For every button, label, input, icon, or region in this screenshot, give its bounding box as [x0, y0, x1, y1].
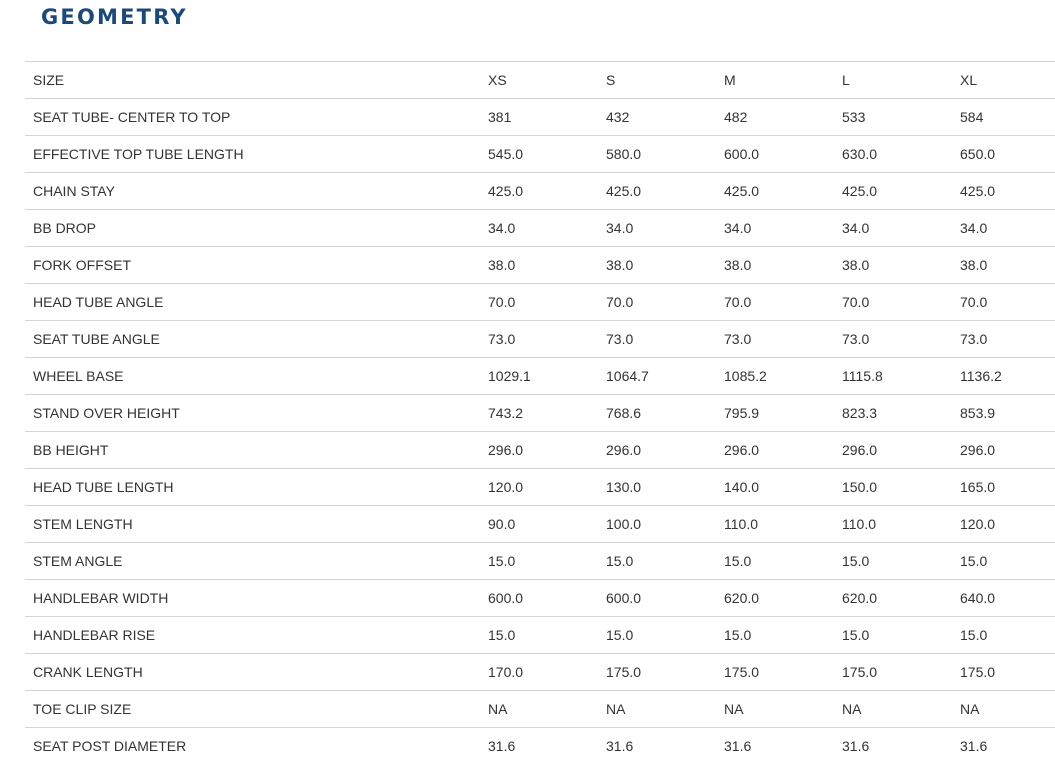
table-cell: 38.0	[834, 247, 952, 284]
table-cell: NA	[952, 691, 1055, 728]
table-cell: 15.0	[480, 617, 598, 654]
table-cell: 650.0	[952, 136, 1055, 173]
row-label: HANDLEBAR RISE	[25, 617, 480, 654]
table-row	[25, 543, 1055, 580]
table-cell: 15.0	[598, 543, 716, 580]
table-cell: 34.0	[834, 210, 952, 247]
geometry-table	[25, 61, 1055, 764]
row-label: TOE CLIP SIZE	[25, 691, 480, 728]
table-row	[25, 284, 1055, 321]
table-cell: NA	[480, 691, 598, 728]
table-cell: 600.0	[716, 136, 834, 173]
table-cell: 1064.7	[598, 358, 716, 395]
table-cell: 165.0	[952, 469, 1055, 506]
table-cell: 90.0	[480, 506, 598, 543]
table-cell: 38.0	[952, 247, 1055, 284]
table-cell: 15.0	[716, 617, 834, 654]
table-cell: 73.0	[598, 321, 716, 358]
table-cell: 381	[480, 99, 598, 136]
table-row	[25, 99, 1055, 136]
table-cell: 600.0	[598, 580, 716, 617]
table-row	[25, 210, 1055, 247]
table-cell: 140.0	[716, 469, 834, 506]
row-label: CHAIN STAY	[25, 173, 480, 210]
table-cell: 1136.2	[952, 358, 1055, 395]
table-cell: 425.0	[480, 173, 598, 210]
table-cell: 34.0	[480, 210, 598, 247]
table-cell: 38.0	[480, 247, 598, 284]
row-label: HEAD TUBE LENGTH	[25, 469, 480, 506]
table-cell: 38.0	[598, 247, 716, 284]
table-cell: 533	[834, 99, 952, 136]
table-cell: 425.0	[834, 173, 952, 210]
table-cell: 70.0	[480, 284, 598, 321]
row-label: STAND OVER HEIGHT	[25, 395, 480, 432]
table-cell: 34.0	[952, 210, 1055, 247]
table-cell: 425.0	[716, 173, 834, 210]
row-label: BB DROP	[25, 210, 480, 247]
table-cell: 70.0	[716, 284, 834, 321]
table-cell: 15.0	[480, 543, 598, 580]
row-label: SEAT TUBE ANGLE	[25, 321, 480, 358]
row-label: STEM LENGTH	[25, 506, 480, 543]
table-cell: 73.0	[716, 321, 834, 358]
table-cell: 120.0	[952, 506, 1055, 543]
row-label: SEAT POST DIAMETER	[25, 728, 480, 765]
table-cell: 38.0	[716, 247, 834, 284]
table-cell: 15.0	[952, 617, 1055, 654]
table-cell: 73.0	[834, 321, 952, 358]
table-cell: 31.6	[480, 728, 598, 765]
table-row	[25, 506, 1055, 543]
row-label: BB HEIGHT	[25, 432, 480, 469]
table-cell: 175.0	[952, 654, 1055, 691]
row-label: CRANK LENGTH	[25, 654, 480, 691]
table-cell: 15.0	[834, 543, 952, 580]
table-cell: 100.0	[598, 506, 716, 543]
table-row	[25, 247, 1055, 284]
column-header-xs: XS	[480, 62, 598, 99]
table-cell: 31.6	[716, 728, 834, 765]
table-cell: 70.0	[598, 284, 716, 321]
table-row	[25, 136, 1055, 173]
table-cell: 170.0	[480, 654, 598, 691]
table-cell: 15.0	[716, 543, 834, 580]
table-cell: 34.0	[598, 210, 716, 247]
table-cell: 823.3	[834, 395, 952, 432]
table-cell: 795.9	[716, 395, 834, 432]
table-cell: 110.0	[716, 506, 834, 543]
column-header-xl: XL	[952, 62, 1055, 99]
table-cell: 296.0	[598, 432, 716, 469]
table-cell: 31.6	[952, 728, 1055, 765]
column-header-m: M	[716, 62, 834, 99]
table-cell: 31.6	[598, 728, 716, 765]
table-cell: 296.0	[952, 432, 1055, 469]
table-cell: 34.0	[716, 210, 834, 247]
table-cell: 743.2	[480, 395, 598, 432]
table-cell: 120.0	[480, 469, 598, 506]
table-cell: 425.0	[598, 173, 716, 210]
table-cell: 580.0	[598, 136, 716, 173]
row-label: SEAT TUBE- CENTER TO TOP	[25, 99, 480, 136]
row-label: STEM ANGLE	[25, 543, 480, 580]
table-cell: 296.0	[716, 432, 834, 469]
table-cell: 296.0	[834, 432, 952, 469]
table-cell: 150.0	[834, 469, 952, 506]
table-cell: 545.0	[480, 136, 598, 173]
table-cell: 630.0	[834, 136, 952, 173]
table-row	[25, 728, 1055, 765]
table-row	[25, 691, 1055, 728]
table-cell: 31.6	[834, 728, 952, 765]
table-row	[25, 395, 1055, 432]
table-cell: 853.9	[952, 395, 1055, 432]
table-header-row	[25, 62, 1055, 99]
table-cell: 70.0	[834, 284, 952, 321]
table-body	[25, 99, 1055, 765]
table-cell: 70.0	[952, 284, 1055, 321]
page-title: GEOMETRY	[41, 5, 188, 29]
table-cell: 620.0	[834, 580, 952, 617]
table-cell: 175.0	[834, 654, 952, 691]
table-cell: 432	[598, 99, 716, 136]
table-cell: NA	[716, 691, 834, 728]
table-cell: 130.0	[598, 469, 716, 506]
table-cell: 1029.1	[480, 358, 598, 395]
table-cell: 768.6	[598, 395, 716, 432]
table-row	[25, 321, 1055, 358]
table-cell: 482	[716, 99, 834, 136]
table-cell: 640.0	[952, 580, 1055, 617]
table-row	[25, 469, 1055, 506]
column-header-l: L	[834, 62, 952, 99]
table-row	[25, 173, 1055, 210]
table-cell: 73.0	[480, 321, 598, 358]
table-cell: 425.0	[952, 173, 1055, 210]
table-cell: 584	[952, 99, 1055, 136]
table-row	[25, 358, 1055, 395]
table-cell: 175.0	[716, 654, 834, 691]
table-cell: 15.0	[952, 543, 1055, 580]
table-cell: NA	[598, 691, 716, 728]
row-label: FORK OFFSET	[25, 247, 480, 284]
table-cell: 175.0	[598, 654, 716, 691]
table-cell: 1085.2	[716, 358, 834, 395]
table-row	[25, 432, 1055, 469]
table-row	[25, 654, 1055, 691]
column-header-s: S	[598, 62, 716, 99]
table-cell: NA	[834, 691, 952, 728]
table-cell: 73.0	[952, 321, 1055, 358]
row-label: EFFECTIVE TOP TUBE LENGTH	[25, 136, 480, 173]
column-header-size: SIZE	[25, 62, 480, 99]
row-label: WHEEL BASE	[25, 358, 480, 395]
table-cell: 110.0	[834, 506, 952, 543]
row-label: HEAD TUBE ANGLE	[25, 284, 480, 321]
table-cell: 600.0	[480, 580, 598, 617]
table-cell: 15.0	[834, 617, 952, 654]
table-cell: 15.0	[598, 617, 716, 654]
table-cell: 620.0	[716, 580, 834, 617]
table-cell: 1115.8	[834, 358, 952, 395]
table-row	[25, 580, 1055, 617]
table-cell: 296.0	[480, 432, 598, 469]
row-label: HANDLEBAR WIDTH	[25, 580, 480, 617]
table-row	[25, 617, 1055, 654]
